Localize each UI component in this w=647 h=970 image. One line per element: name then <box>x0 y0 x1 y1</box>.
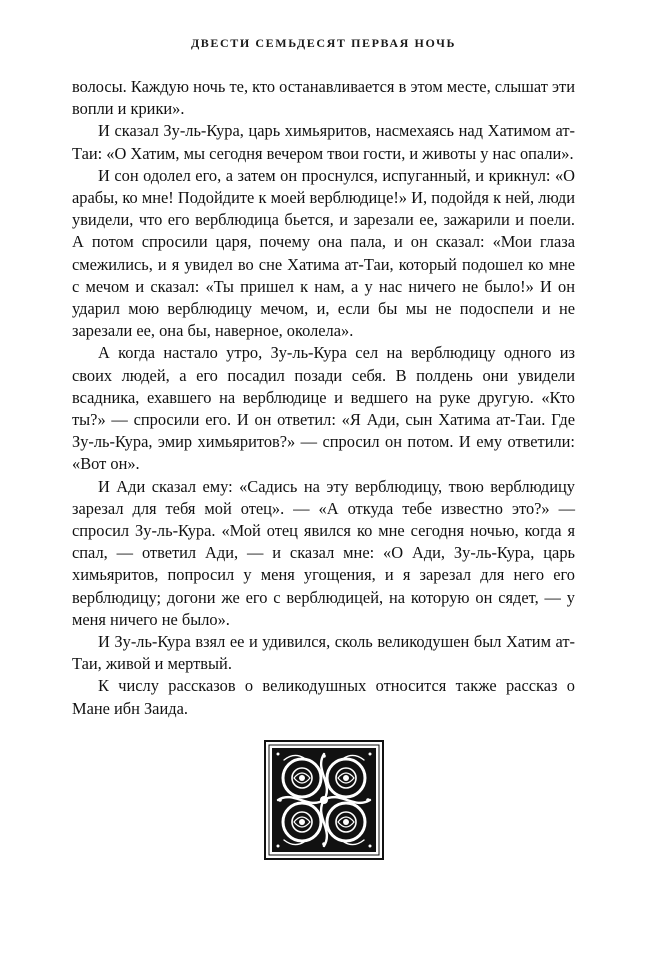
paragraph: А когда настало утро, Зу-ль-Кура сел на верблюдицу одного из своих людей, а его посадил позади себя. В полдень они увидели всадника, ехавшего на верблюдице и ведшего на руке другую. «Кто ты?» — спросили его. И он ответил: «Я Ади, сын Хатима ат-Таи. Где Зу-ль-Кура, эмир химьяритов?» — спросил он потом. И ему ответили: «Вот он». <box>72 343 575 474</box>
paragraph: И сказал Зу-ль-Кура, царь химьяритов, насмехаясь над Хатимом ат-Таи: «О Хатим, мы сегодня вечером твои гости, и животы у нас опали». <box>72 121 575 163</box>
paragraph: И сон одолел его, а затем он проснулся, испуганный, и крикнул: «О арабы, ко мне! Подойдите к моей верблюдице!» И, подойдя к ней, люди увидели, что его верблюдица бьется, и зарезали ее, зажарили и поели. А потом спросили царя, почему она пала, и он сказал: «Мои глаза смежились, и я увидел во сне Хатима ат-Таи, который подошел ко мне с мечом и сказал: «Ты пришел к нам, а у нас ничего не было!» И он ударил мою верблюдицу мечом, и, если бы мы не подоспели и не зарезали ее, она бы, наверное, околела». <box>72 165 575 341</box>
floral-vignette-icon <box>264 740 384 860</box>
body-text <box>72 76 575 720</box>
paragraph: И Ади сказал ему: «Садись на эту верблюдицу, твою верблюдицу зарезал для тебя мой отец». — «А откуда тебе известно это?» — спросил Зу-ль-Кура. «Мой отец явился ко мне сегодня ночью, когда я спал, — ответил Ади, — и сказал мне: «О Ади, Зу-ль-Кура, царь химьяритов, попросил у меня угощения, и я зарезал для него его верблюдицу; догони же его с верблюдицей, на которую он сядет, — у меня ничего не было». <box>72 476 575 629</box>
paragraph: И Зу-ль-Кура взял ее и удивился, сколь великодушен был Хатим ат-Таи, живой и мертвый. <box>72 632 575 674</box>
running-header: ДВЕСТИ СЕМЬДЕСЯТ ПЕРВАЯ НОЧЬ <box>190 36 457 50</box>
paragraph-continued: волосы. Каждую ночь те, кто останавливается в этом месте, слышат эти вопли и крики». <box>72 77 575 119</box>
paragraph: К числу рассказов о великодушных относится также рассказ о Мане ибн Заида. <box>72 676 575 718</box>
